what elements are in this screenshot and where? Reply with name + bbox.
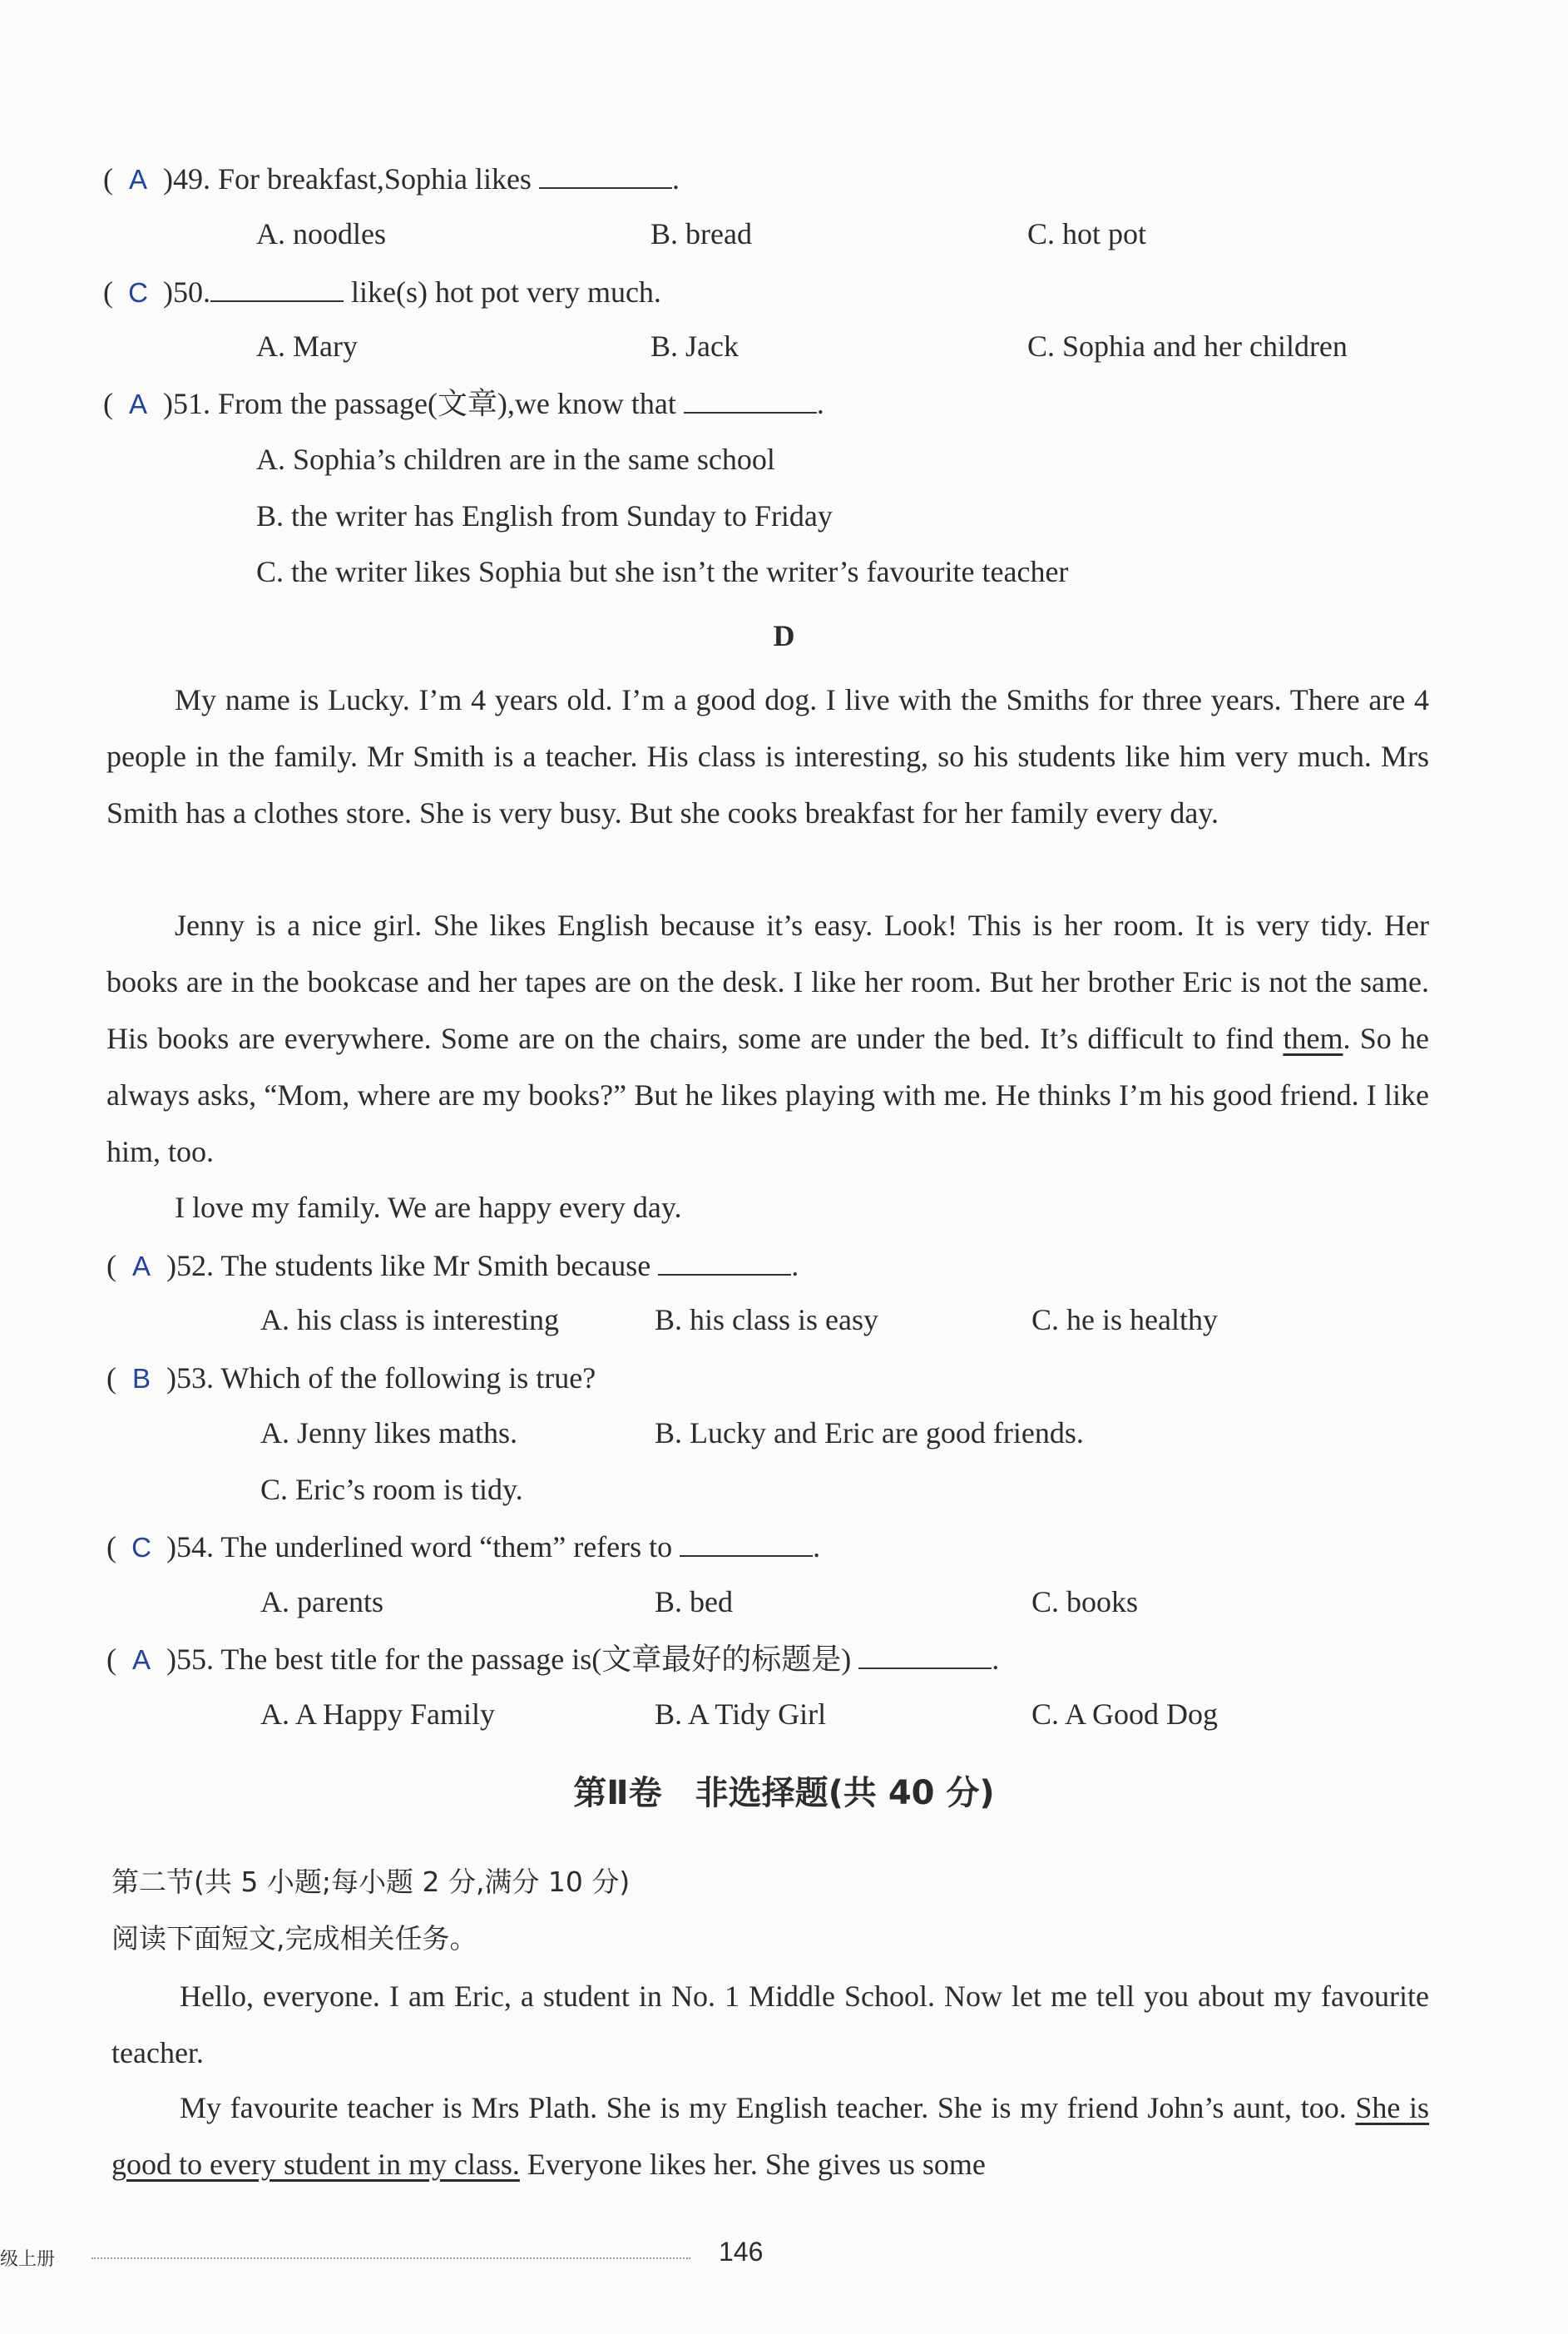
option-c: C. the writer likes Sophia but she isn’t the writer’s favourite teacher [256, 555, 1069, 588]
option-a: A. Sophia’s children are in the same school [256, 443, 775, 476]
answer-mark: C [128, 277, 148, 308]
question-53: ( B )53. Which of the following is true? [106, 1360, 596, 1397]
option-b: B. Lucky and Eric are good friends. [655, 1416, 1084, 1449]
question-50: ( C )50. like(s) hot pot very much. [103, 274, 661, 311]
answer-mark: B [131, 1363, 151, 1394]
option-b: B. Jack [650, 330, 739, 363]
passage-paragraph: Hello, everyone. I am Eric, a student in No. 1 Middle School. Now let me tell you about my favourite teacher. [111, 1980, 1429, 2069]
book-label: 级上册 [0, 2249, 56, 2270]
passage-paragraph: My name is Lucky. I’m 4 years old. I’m a good dog. I live with the Smiths for three years. There are 4 people in the family. Mr Smith is a teacher. His class is interesting, so his students like him very much. Mrs Smith has a clothes store. She is very busy. But she cooks breakfast for her family every day. [106, 683, 1429, 830]
option-a: A. parents [260, 1585, 383, 1618]
option-c: C. Sophia and her children [1027, 330, 1348, 363]
answer-blank [858, 1643, 992, 1669]
option-c: C. books [1031, 1585, 1139, 1618]
answer-blank [684, 387, 817, 414]
option-b: B. his class is easy [655, 1303, 878, 1336]
option-c: C. Eric’s room is tidy. [260, 1473, 523, 1506]
question-stem: The students like Mr Smith because [220, 1249, 651, 1282]
option-a: A. Jenny likes maths. [260, 1416, 517, 1449]
passage-paragraph: My favourite teacher is Mrs Plath. She is my English teacher. She is my friend John’s aunt, too. She is good to every student in my class. Everyone likes her. She gives us some [111, 2091, 1429, 2181]
underlined-word: them [1283, 1022, 1343, 1055]
answer-mark: A [128, 389, 147, 419]
question-stem: The underlined word “them” refers to [220, 1530, 673, 1563]
question-stem: From the passage(文章),we know that [218, 387, 676, 420]
answer-mark: A [131, 1644, 151, 1675]
answer-blank [680, 1530, 813, 1557]
answer-mark: C [131, 1532, 151, 1563]
question-stem: The best title for the passage is(文章最好的标题是) [220, 1643, 852, 1676]
option-a: A. Mary [256, 330, 358, 363]
option-b: B. A Tidy Girl [655, 1697, 827, 1731]
task-instruction: 阅读下面短文,完成相关任务。 [111, 1922, 477, 1955]
option-b: B. bread [650, 217, 752, 250]
question-55: ( A )55. The best title for the passage is(文章最好的标题是) . [106, 1641, 999, 1678]
option-c: C. hot pot [1027, 217, 1147, 250]
underlined-sentence: She is good to every student in my class. [111, 2091, 1429, 2181]
option-a: A. A Happy Family [260, 1697, 496, 1731]
option-a: A. noodles [256, 217, 386, 250]
answer-blank [210, 275, 344, 302]
part-title: 第Ⅱ卷 非选择题(共 40 分) [573, 1774, 995, 1812]
option-b: B. bed [655, 1585, 733, 1618]
option-b: B. the writer has English from Sunday to Friday [256, 499, 833, 533]
question-54: ( C )54. The underlined word “them” refers to . [106, 1529, 820, 1566]
answer-mark: A [131, 1251, 151, 1281]
option-c: C. A Good Dog [1031, 1697, 1219, 1731]
footer-divider [92, 2257, 690, 2259]
question-52: ( A )52. The students like Mr Smith because . [106, 1247, 799, 1285]
section-title: D [773, 619, 795, 652]
section-heading: 第二节(共 5 小题;每小题 2 分,满分 10 分) [111, 1866, 631, 1898]
question-49: ( A )49. For breakfast,Sophia likes . [103, 161, 680, 198]
question-stem: like(s) hot pot very much. [351, 275, 661, 309]
option-a: A. his class is interesting [260, 1303, 559, 1336]
passage-paragraph: Jenny is a nice girl. She likes English because it’s easy. Look! This is her room. It is very tidy. Her books are in the bookcase and her tapes are on the desk. I like her room. But her brother Eric is not the same. His books are everywhere. Some are on the chairs, some are under the bed. It’s difficult to find them. So he always asks, “Mom, where are my books?” But he likes playing with me. He thinks I’m his good friend. I like him, too. [106, 909, 1430, 1168]
answer-blank [539, 162, 672, 189]
passage-paragraph: I love my family. We are happy every day. [175, 1191, 682, 1224]
option-c: C. he is healthy [1031, 1303, 1218, 1336]
question-51: ( A )51. From the passage(文章),we know that . [103, 385, 824, 423]
question-stem: Which of the following is true? [220, 1361, 596, 1395]
question-stem: For breakfast,Sophia likes [218, 162, 532, 196]
page-number: 146 [719, 2237, 764, 2267]
answer-blank [658, 1249, 791, 1276]
answer-mark: A [128, 164, 147, 195]
